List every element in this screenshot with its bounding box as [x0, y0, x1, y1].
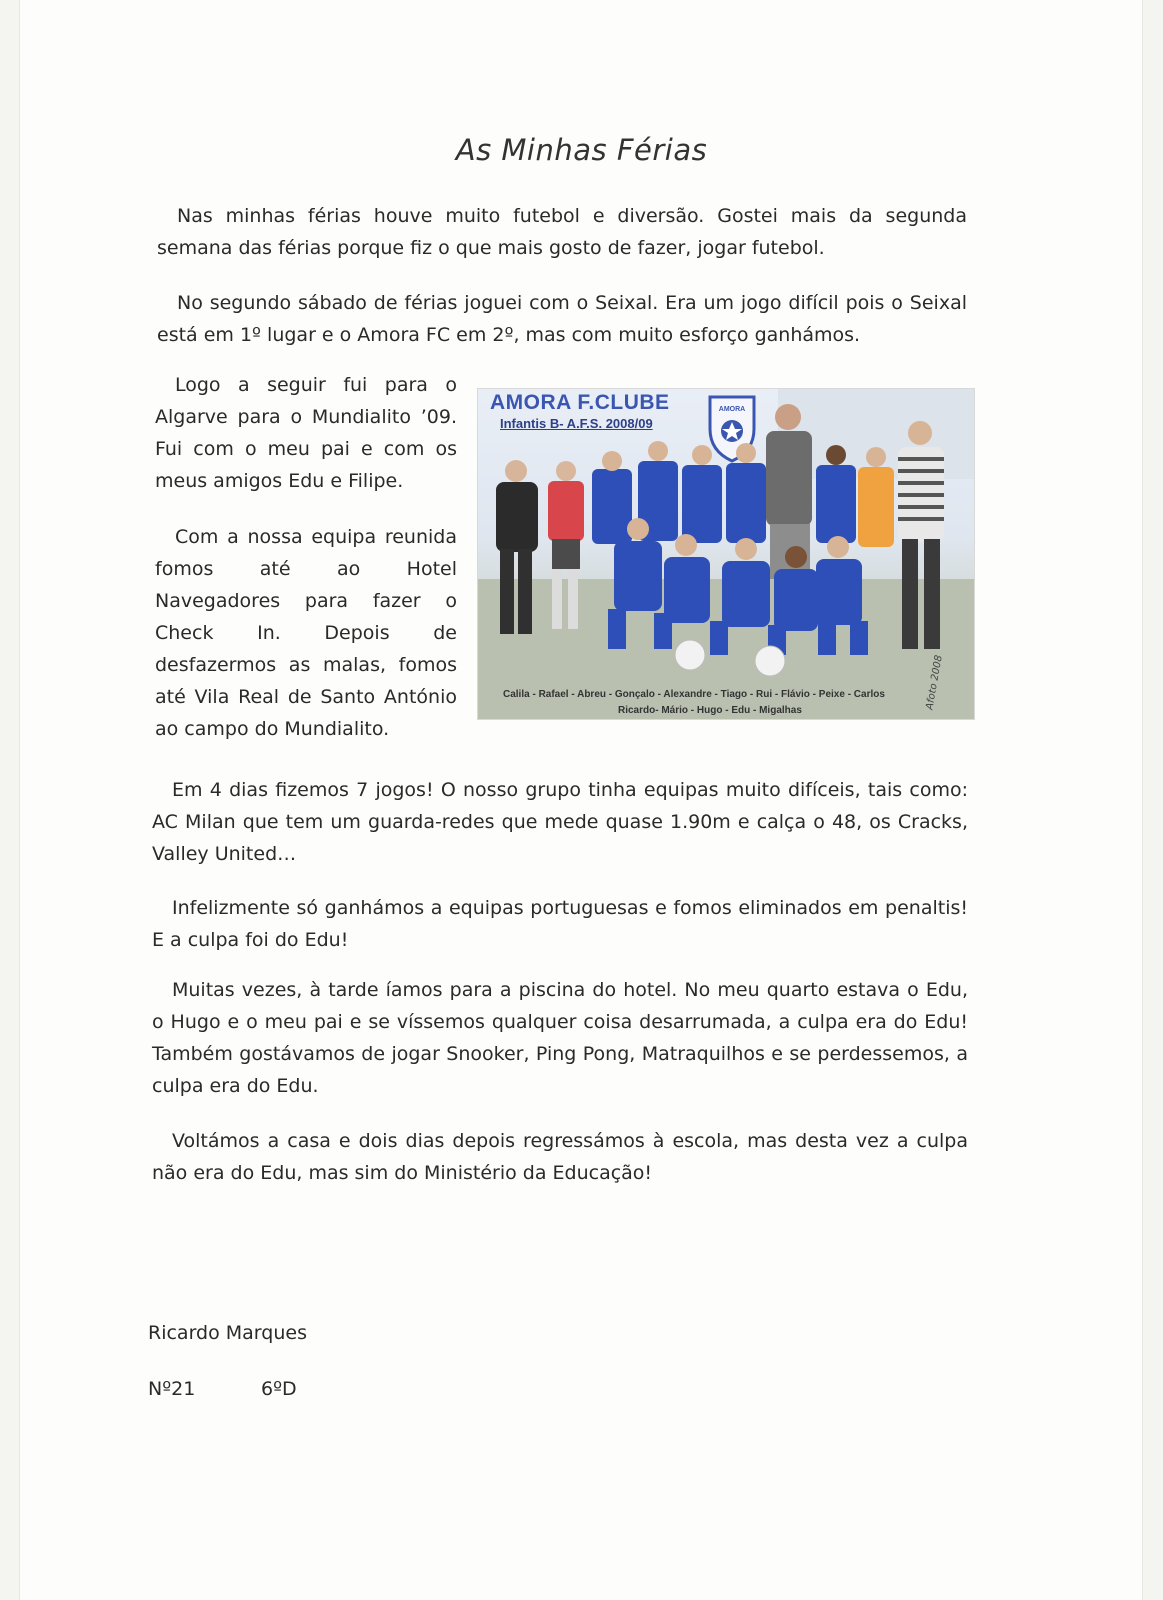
- crest-text: AMORA: [718, 406, 746, 413]
- paragraph-7: Muitas vezes, à tarde íamos para a piscina do hotel. No meu quarto estava o Edu, o Hugo e o meu pai e se víssemos qualquer coisa desarrumada, a culpa era do Edu! Também gostávamos de jogar Snooker, Ping Pong, Matraquilhos e se perdessemos, a culpa era do Edu.: [152, 979, 968, 1097]
- photo-team-label: Infantis B- A.F.S. 2008/09: [500, 416, 653, 431]
- team-photo-illustration: [478, 389, 974, 719]
- paragraph-8: Voltámos a casa e dois dias depois regressámos à escola, mas desta vez a culpa não era do Edu, mas sim do Ministério da Educação!: [152, 1130, 968, 1184]
- photo-caption-line-1: Calila - Rafael - Abreu - Gonçalo - Alexandre - Tiago - Rui - Flávio - Peixe - Carlos: [503, 689, 885, 700]
- photo-caption-line-2: Ricardo- Mário - Hugo - Edu - Migalhas: [618, 705, 802, 716]
- student-class: 6ºD: [261, 1378, 297, 1400]
- paragraph-4: Com a nossa equipa reunida fomos até ao Hotel Navegadores para fazer o Check In. Depois de desfazermos as malas, fomos até Vila Real de Santo António ao campo do Mundialito.: [155, 526, 457, 740]
- photo-corner-signature: Afoto 2008: [924, 654, 945, 711]
- paragraph-2: No segundo sábado de férias joguei com o Seixal. Era um jogo difícil pois o Seixal está em 1º lugar e o Amora FC em 2º, mas com muito esforço ganhámos.: [157, 292, 967, 346]
- paragraph-3: Logo a seguir fui para o Algarve para o Mundialito ’09. Fui com o meu pai e com os meus amigos Edu e Filipe.: [155, 374, 457, 492]
- paragraph-6: Infelizmente só ganhámos a equipas portuguesas e fomos eliminados em penaltis! E a culpa foi do Edu!: [152, 897, 968, 951]
- student-number: Nº21: [148, 1378, 196, 1400]
- team-photo: [477, 388, 975, 720]
- paragraph-5: Em 4 dias fizemos 7 jogos! O nosso grupo tinha equipas muito difíceis, tais como: AC Milan que tem um guarda-redes que mede quase 1.90m e calça o 48, os Cracks, Valley United…: [152, 779, 968, 865]
- author-name: Ricardo Marques: [148, 1322, 307, 1344]
- photo-club-name: AMORA F.CLUBE: [490, 391, 670, 414]
- document-title: As Minhas Férias: [455, 133, 708, 167]
- paragraph-1: Nas minhas férias houve muito futebol e diversão. Gostei mais da segunda semana das férias porque fiz o que mais gosto de fazer, jogar futebol.: [157, 205, 967, 259]
